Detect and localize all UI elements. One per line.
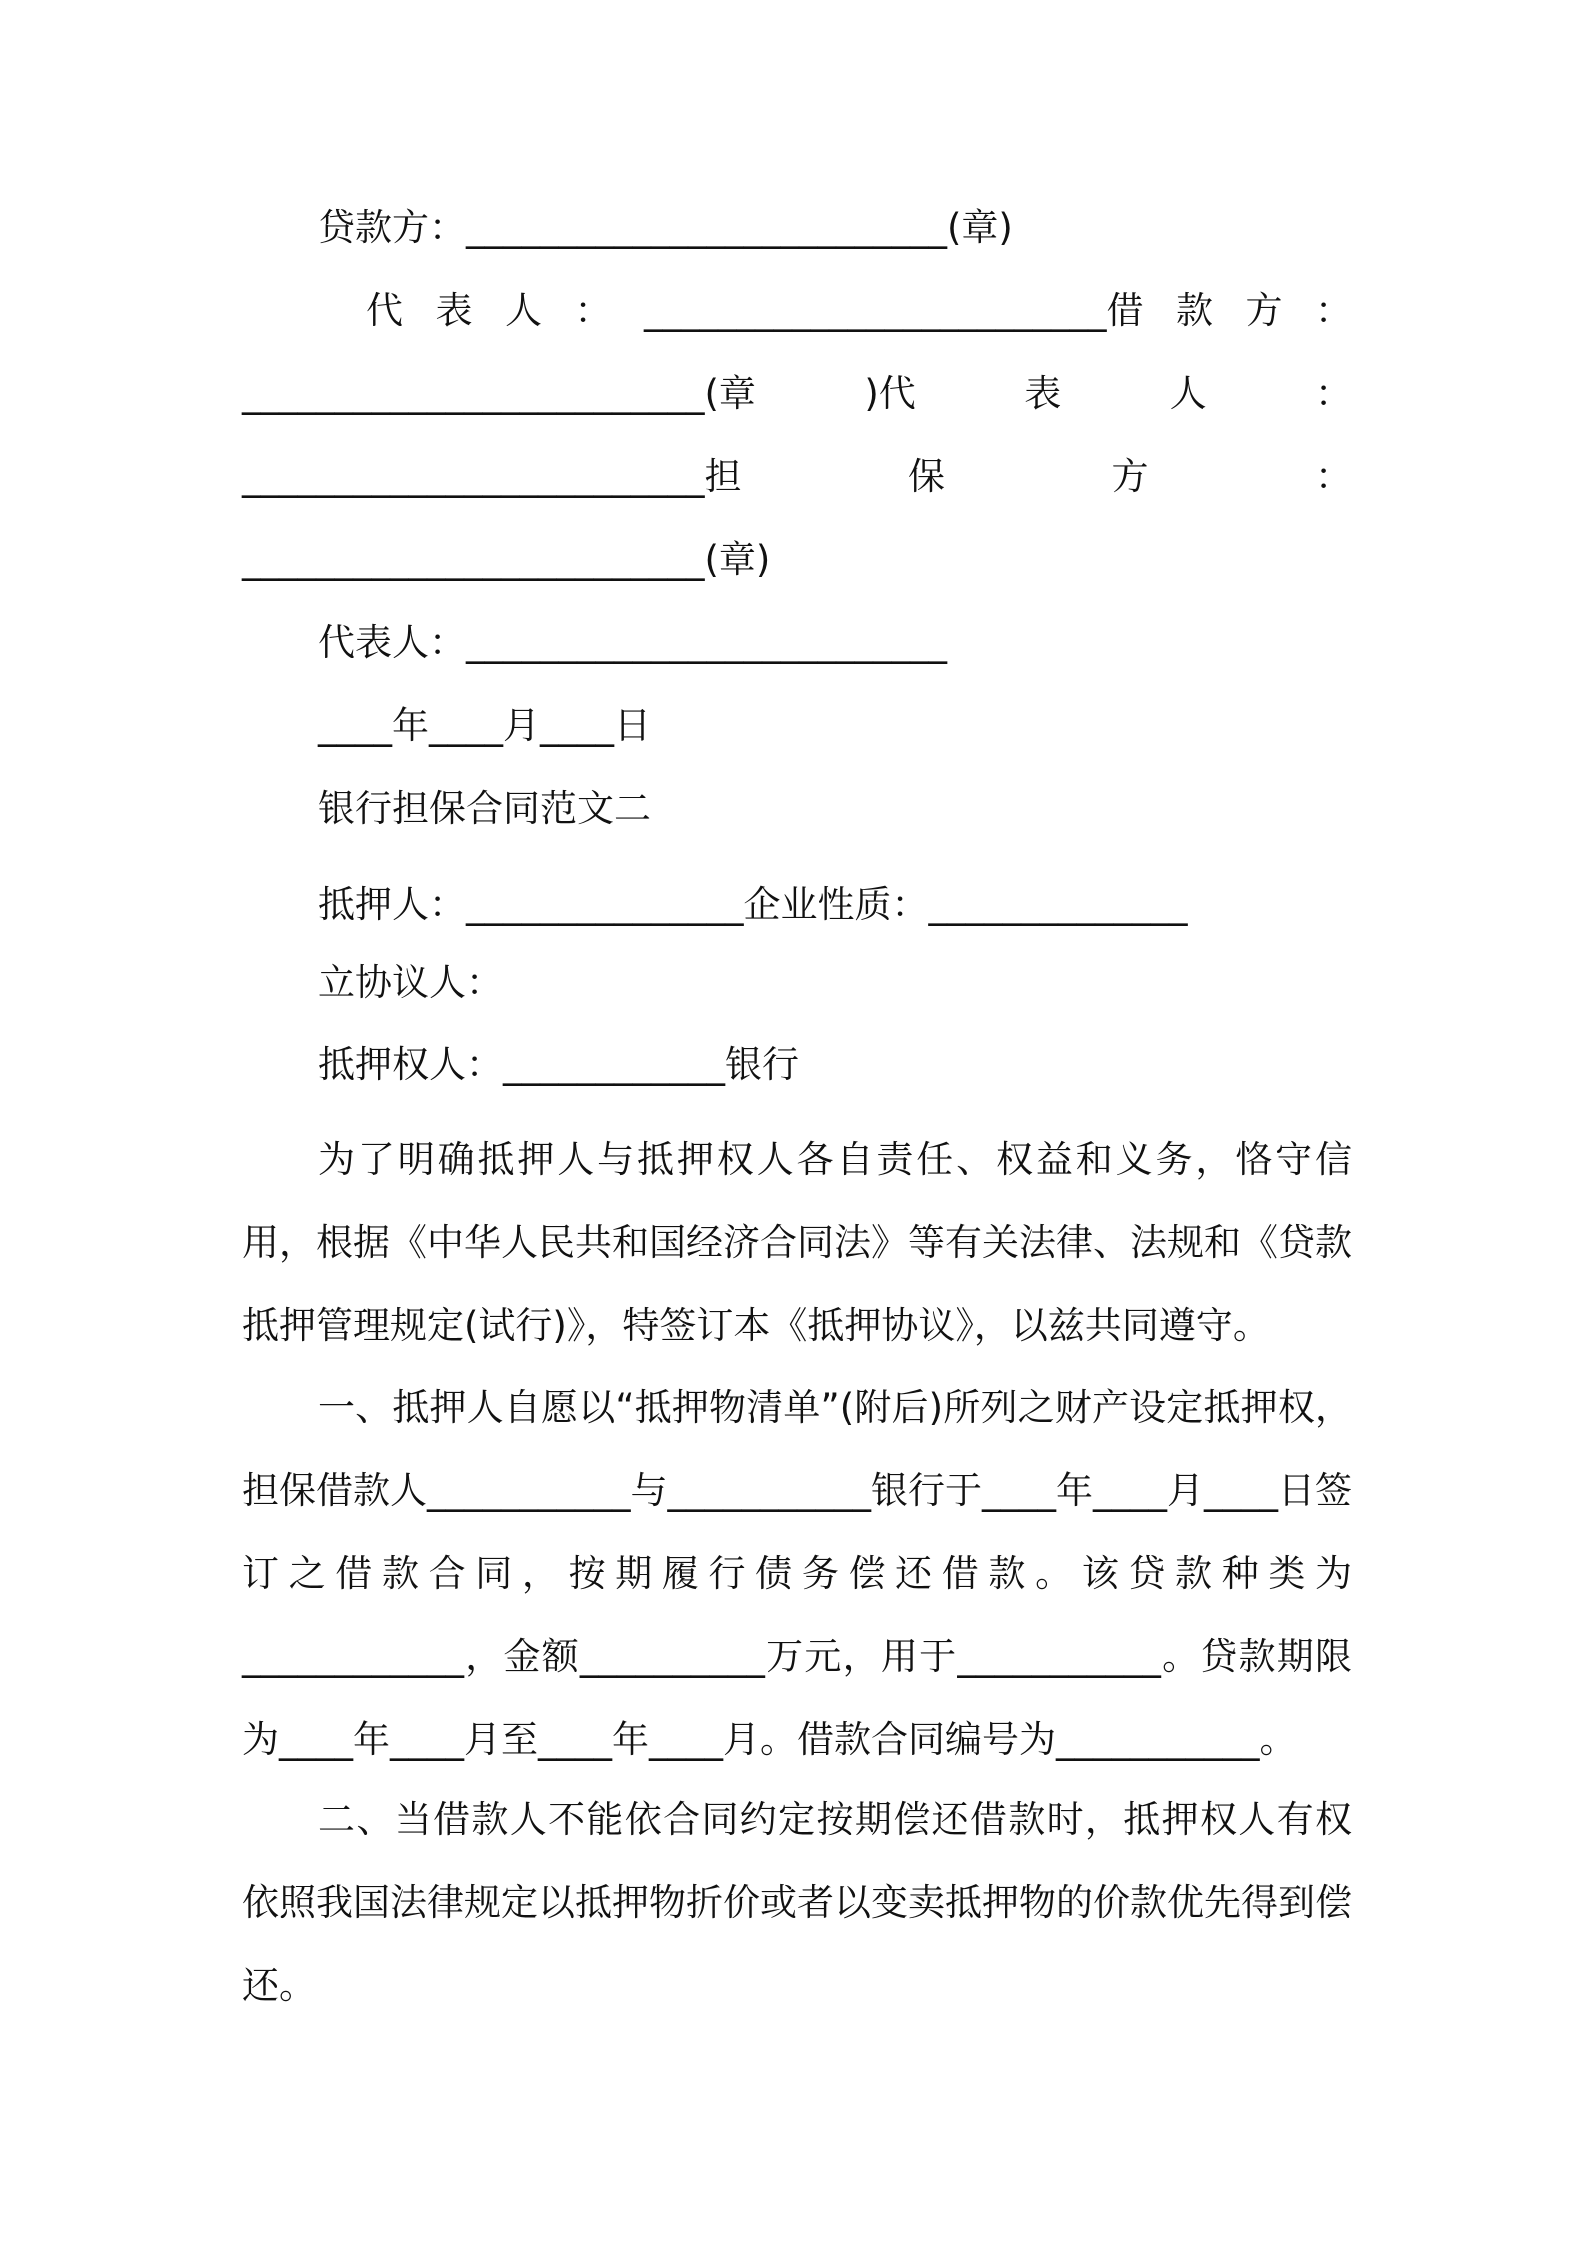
- preamble-paragraph: 为了明确抵押人与抵押权人各自责任、权益和义务，恪守信用，根据《中华人民共和国经济合同法》等有关法律、法规和《贷款抵押管理规定(试行)》，特签订本《抵押协议》，以兹共同遵守。: [242, 1138, 1352, 1347]
- mortgagee-line: 抵押权人：____________银行: [318, 1043, 799, 1086]
- row-segment: ：: [1315, 289, 1352, 332]
- row-segment: _________________________(章: [242, 372, 756, 415]
- row-segment: 人: [1169, 372, 1207, 415]
- section-title: 银行担保合同范文二: [318, 787, 651, 830]
- row-segment: 方: [1245, 289, 1283, 332]
- clause-2-paragraph: 二、当借款人不能依合同约定按期偿还借款时，抵押权人有权依照我国法律规定以抵押物折价或者以变卖抵押物的价款优先得到偿还。: [242, 1798, 1352, 2007]
- row-segment: 保: [908, 455, 945, 498]
- row-segment: 表: [1024, 372, 1062, 415]
- clause-1-paragraph: 一、抵押人自愿以“抵押物清单”(附后)所列之财产设定抵押权，担保借款人___________与___________银行于____年____月____日签订之借款合同，按期履行债务偿还借款。该贷款种类为____________，金额__________万元，用于___________。贷款期限为____年____月至____年____月。借款合同编号为___________。: [242, 1386, 1352, 1761]
- seal-line: _________________________(章): [242, 538, 771, 581]
- mortgagor-line: 抵押人：_______________企业性质：______________: [318, 883, 1188, 926]
- date-line: ____年____月____日: [318, 704, 651, 747]
- row-segment: 款: [1176, 289, 1213, 332]
- lender-line: 贷款方：__________________________(章): [318, 206, 1013, 249]
- seal-representative-row: [242, 369, 1352, 419]
- row-segment: 表: [435, 289, 473, 332]
- row-segment: 代: [366, 289, 403, 332]
- guarantor-row: [242, 452, 1352, 502]
- row-segment: )代: [864, 372, 916, 415]
- agreement-party-line: 立协议人：: [318, 961, 503, 1004]
- row-segment: _________________________借: [644, 289, 1144, 332]
- row-segment: ：: [1315, 372, 1352, 415]
- representative-line: 代表人：__________________________: [318, 621, 947, 664]
- representative-borrower-row: [242, 286, 1352, 336]
- row-segment: ：: [574, 289, 612, 332]
- row-segment: 方: [1111, 455, 1149, 498]
- row-segment: 人: [505, 289, 542, 332]
- row-segment: _________________________担: [242, 455, 742, 498]
- row-segment: ：: [1315, 455, 1352, 498]
